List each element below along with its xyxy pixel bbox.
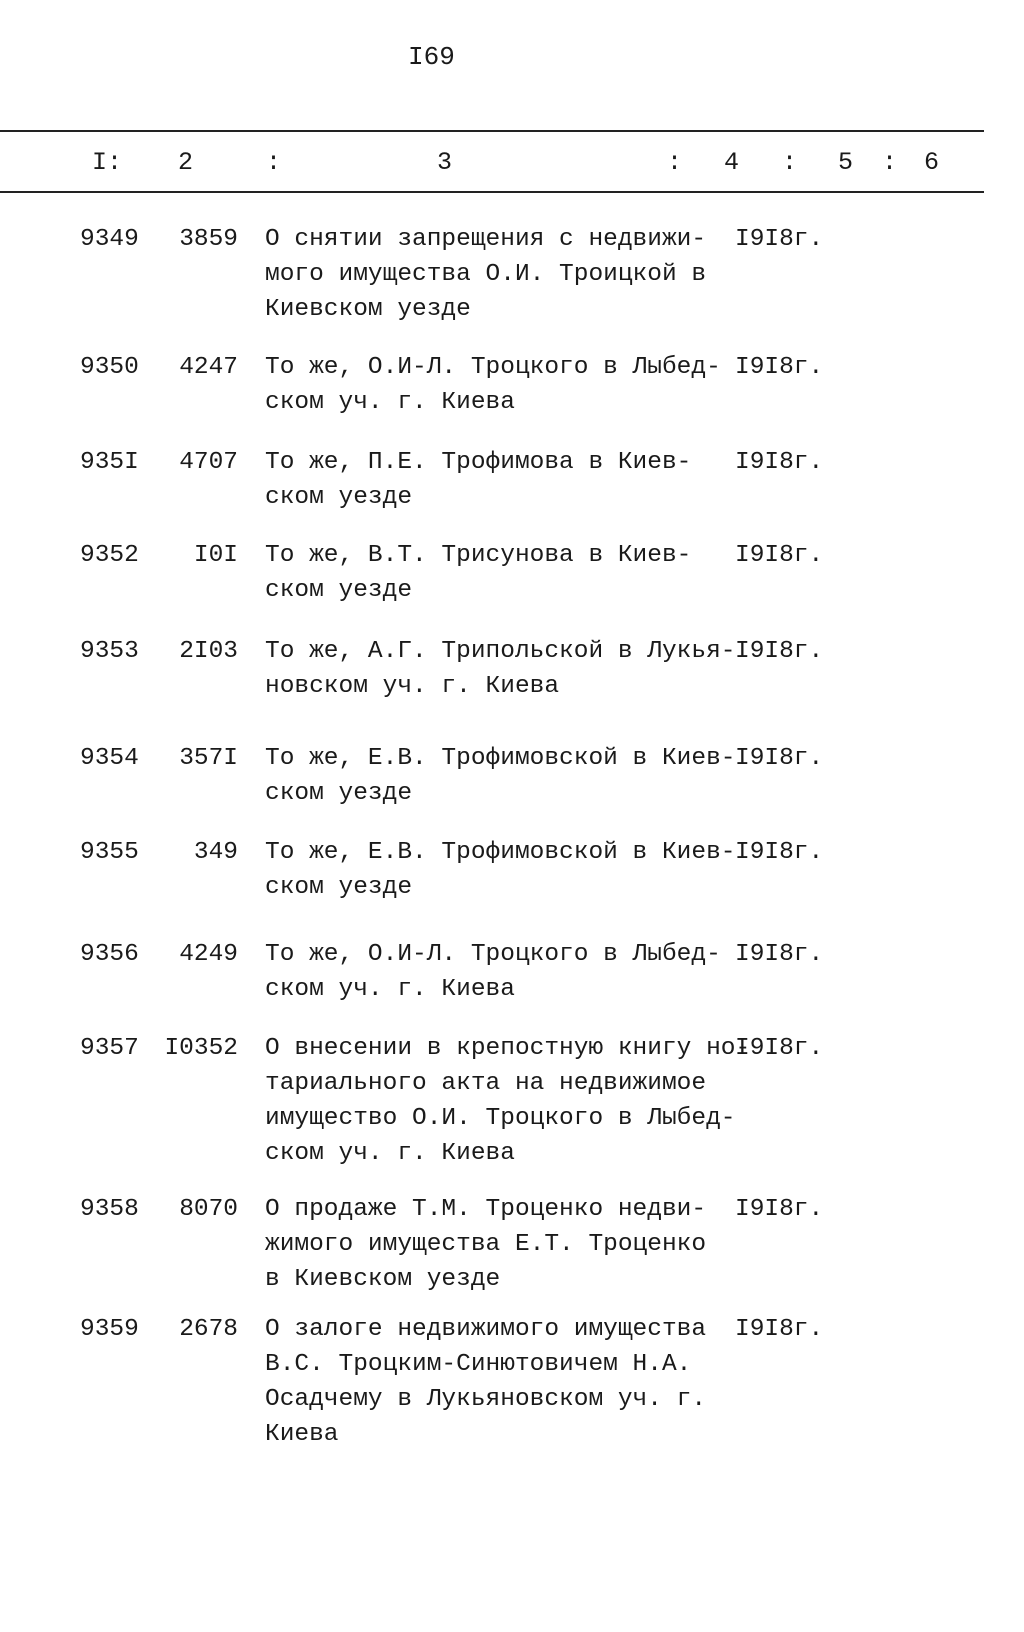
description-line: О снятии запрещения с недвижи- <box>265 226 707 253</box>
description-line: Киева <box>265 1421 339 1448</box>
description-line: тариального акта на недвижимое <box>265 1070 707 1097</box>
old-number: 8070 <box>179 1196 238 1223</box>
col-sep: : <box>782 148 798 177</box>
description-line: То же, О.И-Л. Троцкого в Лыбед- <box>265 941 721 968</box>
description-line: мого имущества О.И. Троицкой в <box>265 261 707 288</box>
col-3-header: 3 <box>437 148 453 177</box>
entry-number: 9358 <box>80 1196 139 1223</box>
year: I9I8г. <box>735 941 824 968</box>
year: I9I8г. <box>735 1035 824 1062</box>
col-6-header: 6 <box>924 148 940 177</box>
description-line: в Киевском уезде <box>265 1266 501 1293</box>
description-line: имущество О.И. Троцкого в Лыбед- <box>265 1105 736 1132</box>
old-number: I0I <box>193 542 238 569</box>
old-number: 2678 <box>179 1316 238 1343</box>
old-number: 3859 <box>179 226 238 253</box>
description-line: То же, Е.В. Трофимовской в Киев- <box>265 839 736 866</box>
description-line: ском уезде <box>265 577 413 604</box>
old-number: I0352 <box>164 1035 238 1062</box>
entry-number: 9359 <box>80 1316 139 1343</box>
description-line: ском уезде <box>265 780 413 807</box>
description-line: жимого имущества Е.Т. Троценко <box>265 1231 707 1258</box>
year: I9I8г. <box>735 638 824 665</box>
description-line: То же, Е.В. Трофимовской в Киев- <box>265 745 736 772</box>
description-line: В.С. Троцким-Синютовичем Н.А. <box>265 1351 692 1378</box>
col-2-header: 2 <box>178 148 194 177</box>
description-line: ском уезде <box>265 484 413 511</box>
col-4-header: 4 <box>724 148 740 177</box>
entry-number: 9350 <box>80 354 139 381</box>
entry-number: 9353 <box>80 638 139 665</box>
header-rule <box>0 191 984 193</box>
year: I9I8г. <box>735 1196 824 1223</box>
year: I9I8г. <box>735 745 824 772</box>
year: I9I8г. <box>735 449 824 476</box>
page-number: I69 <box>408 42 455 72</box>
year: I9I8г. <box>735 1316 824 1343</box>
description-line: О залоге недвижимого имущества <box>265 1316 707 1343</box>
description-line: То же, В.Т. Трисунова в Киев- <box>265 542 692 569</box>
entry-number: 9357 <box>80 1035 139 1062</box>
year: I9I8г. <box>735 839 824 866</box>
year: I9I8г. <box>735 542 824 569</box>
description-line: То же, О.И-Л. Троцкого в Лыбед- <box>265 354 721 381</box>
entry-number: 9352 <box>80 542 139 569</box>
entry-number: 9356 <box>80 941 139 968</box>
top-rule <box>0 130 984 132</box>
description-line: То же, А.Г. Трипольской в Лукья- <box>265 638 736 665</box>
description-line: О продаже Т.М. Троценко недви- <box>265 1196 707 1223</box>
description-line: ском уч. г. Киева <box>265 976 515 1003</box>
year: I9I8г. <box>735 226 824 253</box>
old-number: 357I <box>179 745 238 772</box>
old-number: 4247 <box>179 354 238 381</box>
old-number: 2I03 <box>179 638 238 665</box>
year: I9I8г. <box>735 354 824 381</box>
description-line: ском уезде <box>265 874 413 901</box>
old-number: 4249 <box>179 941 238 968</box>
description-line: То же, П.Е. Трофимова в Киев- <box>265 449 692 476</box>
entry-number: 935I <box>80 449 139 476</box>
description-line: новском уч. г. Киева <box>265 673 560 700</box>
col-sep: : <box>882 148 898 177</box>
entry-number: 9355 <box>80 839 139 866</box>
old-number: 349 <box>193 839 238 866</box>
description-line: Киевском уезде <box>265 296 471 323</box>
description-line: О внесении в крепостную книгу но- <box>265 1035 751 1062</box>
description-line: Осадчему в Лукьяновском уч. г. <box>265 1386 707 1413</box>
entry-number: 9354 <box>80 745 139 772</box>
entry-number: 9349 <box>80 226 139 253</box>
col-1-header: I: <box>92 148 123 177</box>
col-5-header: 5 <box>838 148 854 177</box>
old-number: 4707 <box>179 449 238 476</box>
col-sep: : <box>667 148 683 177</box>
description-line: ском уч. г. Киева <box>265 1140 515 1167</box>
description-line: ском уч. г. Киева <box>265 389 515 416</box>
col-sep: : <box>266 148 282 177</box>
